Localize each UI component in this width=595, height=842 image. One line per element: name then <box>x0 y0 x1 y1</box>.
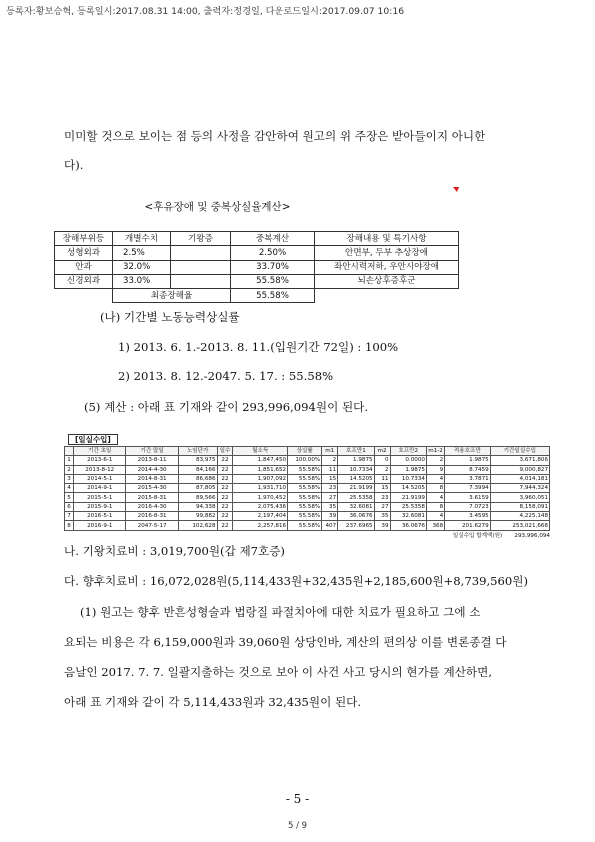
header-cell: 장해내용 및 특기사항 <box>315 232 459 246</box>
cell: 100.00% <box>288 456 322 465</box>
cell: 2015-9-1 <box>74 502 126 511</box>
cell: 55.58% <box>288 474 322 483</box>
cell: 8 <box>65 521 74 530</box>
cell: 55.58% <box>288 502 322 511</box>
cell: 22 <box>217 456 233 465</box>
cell: 7 <box>65 512 74 521</box>
header-cell: m1-2 <box>428 448 443 455</box>
page-number: - 5 - <box>285 792 310 806</box>
cell: 7.3994 <box>445 484 491 493</box>
header-cell: 월소득 <box>233 447 288 456</box>
cell: 2013-8-12 <box>74 465 126 474</box>
income-total <box>64 531 550 539</box>
cell: 32.0% <box>113 260 171 274</box>
header-cell: 기왕증 <box>171 232 231 246</box>
table-row <box>65 456 550 465</box>
cell: 21.9199 <box>338 484 374 493</box>
cell: 407 <box>322 521 338 530</box>
paragraph-line: 요되는 비용은 각 6,159,000원과 39,060원 상당인바, 계산의 편의상 이를 변론종결 다 <box>64 635 507 649</box>
income-table <box>64 446 550 531</box>
cell: 33.0% <box>113 274 171 288</box>
header-cell: 장해부위등 <box>55 232 113 246</box>
paragraph-line: 음날인 2017. 7. 7. 일괄지출하는 것으로 보아 이 사건 사고 당시의 현가를 계산하면, <box>64 665 493 679</box>
cell: 36.0676 <box>390 521 426 530</box>
header-cell: 상실률 <box>288 447 322 456</box>
income-table-title: [일실수입] <box>68 434 118 445</box>
cell: 22 <box>217 484 233 493</box>
table-row <box>65 465 550 474</box>
cell: 9 <box>426 465 444 474</box>
cell: 55.58% <box>288 512 322 521</box>
cell: 2 <box>322 456 338 465</box>
income-header-row <box>65 447 550 456</box>
cell: 33.70% <box>231 260 315 274</box>
cell: 22 <box>217 521 233 530</box>
cell <box>171 246 231 260</box>
cell: 35 <box>374 512 390 521</box>
paragraph-line: 다). <box>64 158 84 172</box>
table-row <box>65 484 550 493</box>
disability-row <box>55 260 459 274</box>
cell: 5 <box>65 493 74 502</box>
cell: 2.50% <box>231 246 315 260</box>
table-row <box>65 521 550 530</box>
cell: 1,907,092 <box>233 474 288 483</box>
cell: 86,686 <box>178 474 217 483</box>
cell: 8,158,091 <box>490 502 549 511</box>
cell: 11 <box>322 465 338 474</box>
cell: 237.6965 <box>338 521 374 530</box>
cell: 9,000,827 <box>490 465 549 474</box>
header-cell: 중복계산 <box>231 232 315 246</box>
cell: 1,847,450 <box>233 456 288 465</box>
cell: 안면부, 두부 추상장애 <box>315 246 459 260</box>
cell: 87,805 <box>178 484 217 493</box>
cell: 368 <box>426 521 444 530</box>
cell: 2016-4-30 <box>126 502 178 511</box>
cell: 36.0676 <box>338 512 374 521</box>
cell: 8 <box>426 484 444 493</box>
cell: 1.9875 <box>445 456 491 465</box>
cell: 2013-6-1 <box>74 456 126 465</box>
cell: 2 <box>374 465 390 474</box>
cell <box>171 260 231 274</box>
cell: 55.58% <box>288 521 322 530</box>
cell: 2014-4-30 <box>126 465 178 474</box>
cell: 뇌손상후증후군 <box>315 274 459 288</box>
cell: 2015-8-31 <box>126 493 178 502</box>
cell: 2.5% <box>113 246 171 260</box>
header-cell: 호프만2 <box>390 447 426 456</box>
cell: 2047-5-17 <box>126 521 178 530</box>
cell: 안과 <box>55 260 113 274</box>
cell: 2013-8-11 <box>126 456 178 465</box>
cell: 23 <box>322 484 338 493</box>
cell: 1 <box>65 456 74 465</box>
cell: 10.7334 <box>390 474 426 483</box>
cell: 253,021,668 <box>490 521 549 530</box>
cell: 201.6279 <box>445 521 491 530</box>
cell: 55.58% <box>288 465 322 474</box>
cell: 99,882 <box>178 512 217 521</box>
header-cell: 기간일실수입 <box>490 447 549 456</box>
cell: 39 <box>374 521 390 530</box>
cell: 0 <box>374 456 390 465</box>
cell: 94,338 <box>178 502 217 511</box>
cell: 좌안시력저하, 우안시야장애 <box>315 260 459 274</box>
period-line: 2) 2013. 8. 12.-2047. 5. 17. : 55.58% <box>118 369 334 383</box>
cell: 22 <box>217 512 233 521</box>
cell: 25.5358 <box>338 493 374 502</box>
cell: 2014-8-31 <box>126 474 178 483</box>
table-row <box>65 474 550 483</box>
table-row <box>65 512 550 521</box>
page-count: 5 / 9 <box>287 821 308 831</box>
cell: 21.9199 <box>390 493 426 502</box>
header-cell: 개별수치 <box>113 232 171 246</box>
cell: 11 <box>374 474 390 483</box>
cell: 7.0723 <box>445 502 491 511</box>
cell: 2014-5-1 <box>74 474 126 483</box>
cell: 89,566 <box>178 493 217 502</box>
cell: 성형외과 <box>55 246 113 260</box>
cell: 23 <box>374 493 390 502</box>
cell: 55.58% <box>288 493 322 502</box>
red-mark-icon <box>453 187 459 192</box>
cell: 84,166 <box>178 465 217 474</box>
income-total-value: 293,996,094 <box>514 532 550 539</box>
document-header: 등록자:황보승혁, 등록일시:2017.08.31 14:00, 출력자:정경일, 다운로드일시:2017.09.07 10:16 <box>6 6 405 17</box>
cell: 3.6159 <box>445 493 491 502</box>
paragraph-line: 아래 표 기재와 같이 각 5,114,433원과 32,435원이 된다. <box>64 695 362 709</box>
cell: 8.7459 <box>445 465 491 474</box>
header-cell: m1 <box>322 447 338 456</box>
cell: 1.9875 <box>338 456 374 465</box>
cell: 32.6081 <box>338 502 374 511</box>
paragraph-line: 다. 향후치료비 : 16,072,028원(5,114,433원+32,435원+2,185,600원+8,739,560원) <box>64 574 528 588</box>
cell: 4 <box>426 512 444 521</box>
cell: 3 <box>65 474 74 483</box>
cell: 10.7334 <box>338 465 374 474</box>
cell: 22 <box>217 474 233 483</box>
table-row <box>65 502 550 511</box>
header-cell: m2 <box>374 447 390 456</box>
header-cell: 적용호프만 <box>445 447 491 456</box>
cell: 1,851,652 <box>233 465 288 474</box>
cell: 39 <box>322 512 338 521</box>
cell: 6 <box>65 502 74 511</box>
cell: 22 <box>217 465 233 474</box>
disability-table <box>54 218 459 303</box>
cell <box>171 274 231 288</box>
cell: 2 <box>426 456 444 465</box>
cell: 2,257,816 <box>233 521 288 530</box>
calculation-line: (5) 계산 : 아래 표 기재와 같이 293,996,094원이 된다. <box>84 400 369 414</box>
cell: 25.5358 <box>390 502 426 511</box>
table-row <box>65 493 550 502</box>
paragraph-line: 나. 기왕치료비 : 3,019,700원(갑 제7호증) <box>64 544 285 558</box>
cell: 14.5205 <box>338 474 374 483</box>
header-cell: 기간 초일 <box>74 447 126 456</box>
cell: 4 <box>426 493 444 502</box>
cell: 4,225,148 <box>490 512 549 521</box>
cell: 1,931,710 <box>233 484 288 493</box>
cell: 4 <box>426 474 444 483</box>
cell: 32.6081 <box>390 512 426 521</box>
cell: 1,970,452 <box>233 493 288 502</box>
cell: 3,671,806 <box>490 456 549 465</box>
section-heading: (나) 기간별 노동능력상실률 <box>100 310 240 324</box>
disability-header-row <box>55 232 459 246</box>
paragraph-line: (1) 원고는 향후 반흔성형술과 법랑질 파절치아에 대한 치료가 필요하고 그에 소 <box>80 605 481 619</box>
income-table-block <box>64 427 550 539</box>
cell: 22 <box>217 502 233 511</box>
cell: 신경외과 <box>55 274 113 288</box>
cell: 27 <box>322 493 338 502</box>
income-total-label: 일실수입 합계액(원) <box>452 532 503 539</box>
period-line: 1) 2013. 6. 1.-2013. 8. 11.(입원기간 72일) : 100% <box>118 340 399 354</box>
cell: 22 <box>217 493 233 502</box>
total-value: 55.58% <box>231 288 315 302</box>
disability-row <box>55 274 459 288</box>
disability-total-row <box>55 288 459 302</box>
header-cell: 호프만1 <box>338 447 374 456</box>
cell: 3.4595 <box>445 512 491 521</box>
cell: 2015-4-30 <box>126 484 178 493</box>
cell: 3.7871 <box>445 474 491 483</box>
paragraph-line: 미미할 것으로 보이는 점 등의 사정을 감안하여 원고의 위 주장은 받아들이지 아니한 <box>64 129 486 143</box>
header-cell <box>65 447 74 456</box>
disability-table-title: <후유장애 및 중복상실율계산> <box>144 201 291 213</box>
cell: 4 <box>65 484 74 493</box>
header-cell: 일수 <box>217 447 233 456</box>
cell: 7,944,324 <box>490 484 549 493</box>
cell: 1.9875 <box>390 465 426 474</box>
disability-row <box>55 246 459 260</box>
cell: 27 <box>374 502 390 511</box>
cell: 8 <box>426 502 444 511</box>
cell: 2016-5-1 <box>74 512 126 521</box>
cell: 0.0000 <box>390 456 426 465</box>
cell: 3,960,051 <box>490 493 549 502</box>
cell: 55.58% <box>231 274 315 288</box>
cell: 2015-5-1 <box>74 493 126 502</box>
cell: 2,197,404 <box>233 512 288 521</box>
cell: 2 <box>65 465 74 474</box>
cell: 2014-9-1 <box>74 484 126 493</box>
total-label: 최종장해율 <box>113 288 231 302</box>
cell: 55.58% <box>288 484 322 493</box>
cell: 102,628 <box>178 521 217 530</box>
cell: 2016-9-1 <box>74 521 126 530</box>
header-cell: 노임단가 <box>178 447 217 456</box>
cell: 35 <box>322 502 338 511</box>
cell: 15 <box>322 474 338 483</box>
cell: 2016-8-31 <box>126 512 178 521</box>
cell: 15 <box>374 484 390 493</box>
cell: 4,014,181 <box>490 474 549 483</box>
header-cell: 기간 말일 <box>126 447 178 456</box>
cell: 2,075,436 <box>233 502 288 511</box>
cell: 14.5205 <box>390 484 426 493</box>
cell: 83,975 <box>178 456 217 465</box>
